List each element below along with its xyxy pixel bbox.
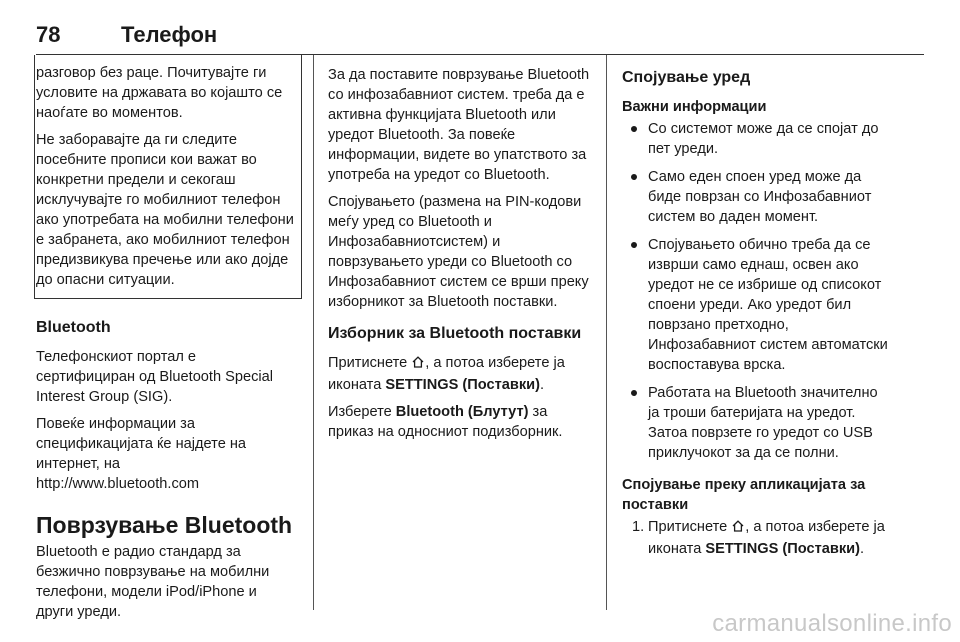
paragraph: Повеќе информации за спецификацијата ќе најдете на интернет, на xyxy=(36,416,247,472)
bluetooth-label: Bluetooth (Блутут) xyxy=(395,404,529,420)
paragraph: Bluetooth е радио стандард за безжично поврзување на мобилни телефони, модели iPod/iPhone и други уреди. xyxy=(36,544,270,620)
list-item: Спојувањето обично треба да се изврши само еднаш, освен ако уредот не се избрише од списокот споени уреди. Ако уредот бил поврзано претходно, Инфозабавниот систем автоматски воспоставува врска. xyxy=(622,235,888,375)
list-item: Со системот може да се спојат до пет уреди. xyxy=(622,119,888,159)
watermark: carmanualsonline.info xyxy=(712,610,952,637)
paragraph xyxy=(328,402,594,442)
text: , а потоа изберете ја иконата xyxy=(328,355,565,393)
section-heading-menu: Изборник за Bluetooth поставки xyxy=(328,325,582,342)
text: Изберете xyxy=(328,404,392,420)
text: , а потоа изберете ја иконата xyxy=(648,519,885,557)
settings-label: SETTINGS (Поставки) xyxy=(385,377,540,393)
list-item: Работата на Bluetooth значително ја троши батеријата на уредот. Затоа поврзете го уредот со USB приклучокот за да се полни. xyxy=(622,383,888,463)
warning-text: разговор без раце. Почитувајте ги условите на државата во којашто се наоѓате во моментов. xyxy=(36,65,283,121)
text: Притиснете xyxy=(648,519,728,535)
home-icon xyxy=(731,519,745,539)
section-heading-bluetooth: Bluetooth xyxy=(36,319,111,336)
subheading: Спојување преку апликацијата за поставки xyxy=(622,477,866,513)
page-header xyxy=(36,0,924,54)
page-number: 78 xyxy=(36,22,61,47)
paragraph: За да поставите поврзување Bluetooth со инфозабавниот систем. треба да е активна функцијата Bluetooth или уредот Bluetooth. За повеќе информации, видете во упатството за употреба на уредот со Bluetooth. xyxy=(328,67,590,183)
step-list xyxy=(622,517,888,559)
section-heading-pairing: Спојување уред xyxy=(622,69,751,86)
text: Притиснете xyxy=(328,355,408,371)
column-divider xyxy=(606,55,607,610)
warning-box xyxy=(34,55,302,299)
column-divider xyxy=(313,55,314,610)
list-item xyxy=(622,517,888,559)
paragraph: Телефонскиот портал е сертифициран од Bluetooth Special Interest Group (SIG). xyxy=(36,349,274,405)
chapter-heading: Поврзување Bluetooth xyxy=(36,512,293,538)
step-number: 1. xyxy=(632,519,645,535)
bluetooth-url-link[interactable]: http://www.bluetooth.com xyxy=(36,476,200,492)
list-item: Само еден споен уред може да биде поврзан со Инфозабавниот систем во даден момент. xyxy=(622,167,888,227)
text: . xyxy=(539,377,545,393)
paragraph xyxy=(328,353,594,395)
home-icon xyxy=(411,355,425,375)
column-right xyxy=(622,55,888,610)
column-middle xyxy=(328,55,594,610)
settings-label: SETTINGS (Поставки) xyxy=(705,541,860,557)
text: за приказ на односниот подизборник. xyxy=(328,404,563,440)
subheading: Важни информации xyxy=(622,99,767,115)
paragraph: Спојувањето (размена на PIN-кодови меѓу уред со Bluetooth и Инфозабавниотсистем) и поврзувањето уреди со Bluetooth со Инфозабавниот систем се врши преку изборникот за Bluetooth поставки. xyxy=(328,194,589,310)
page-title: Телефон xyxy=(121,22,218,47)
bullet-list xyxy=(622,119,888,463)
text: . xyxy=(859,541,865,557)
warning-text: Не заборавајте да ги следите посебните прописи кои важат во конкретни предели и секогаш исклучувајте го мобилниот телефон ако употребата на мобилни телефони е забранета, ако мобилниот телефон предизвикува пречење или ако дојде до опасни ситуации. xyxy=(36,132,294,288)
column-left xyxy=(36,55,298,620)
